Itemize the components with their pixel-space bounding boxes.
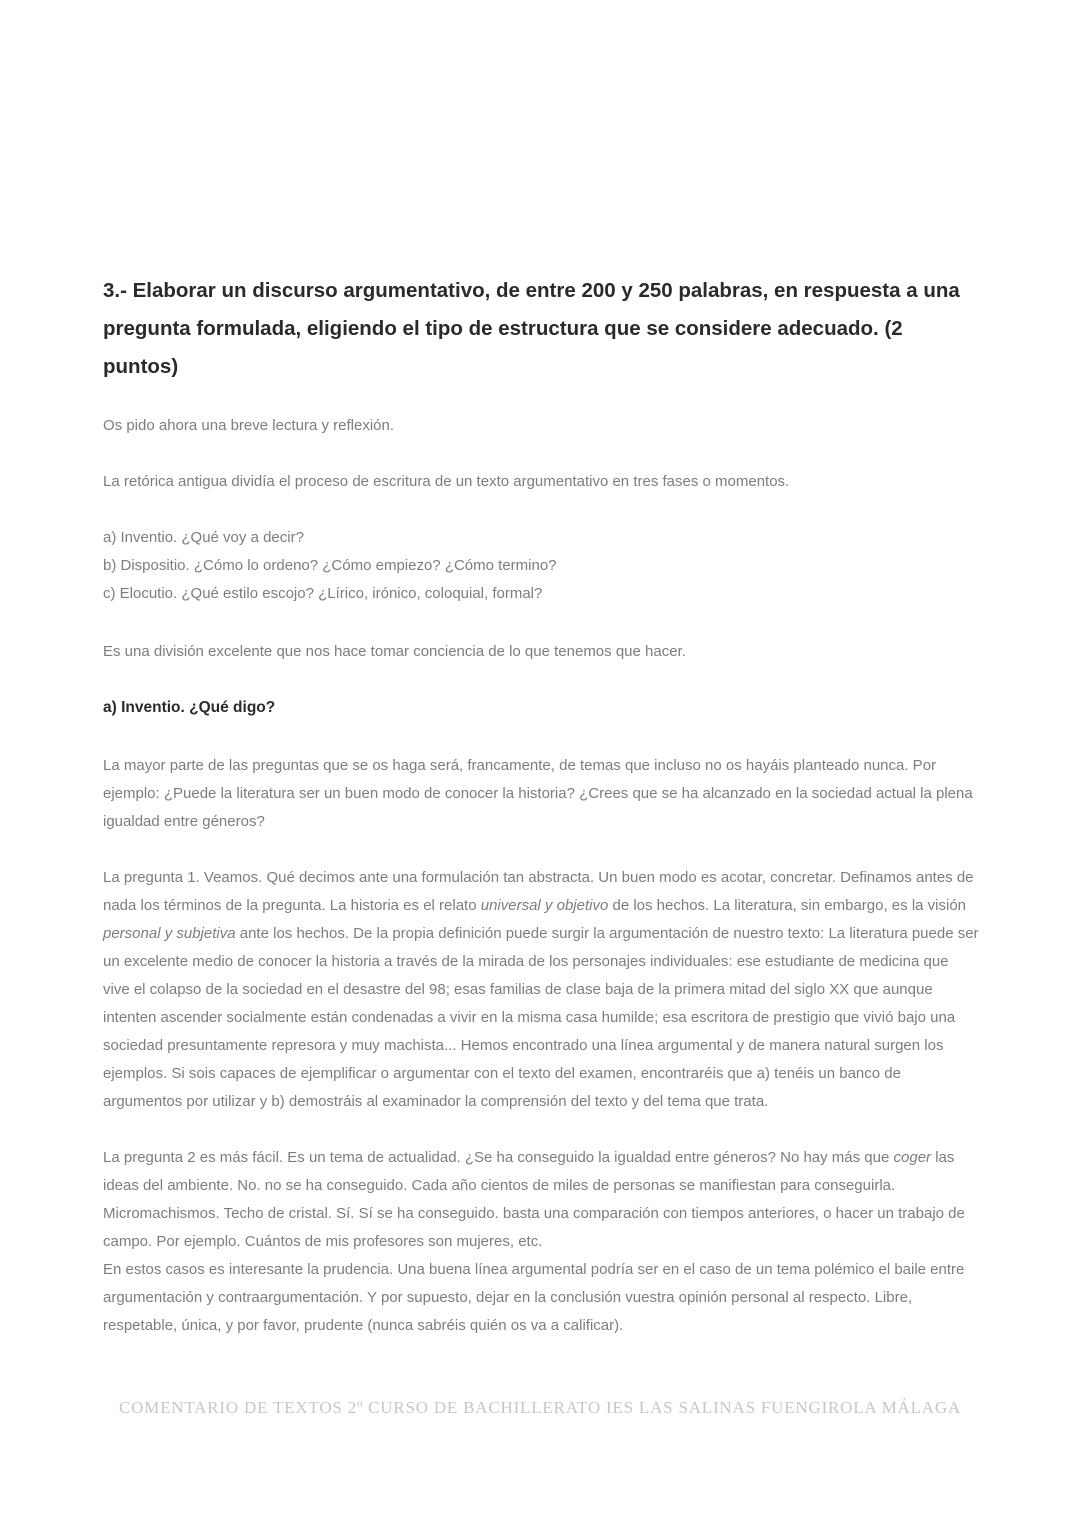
pregunta1-text-2: de los hechos. La literatura, sin embargo, es la visión — [608, 897, 967, 914]
pregunta1-italic-2: personal y subjetiva — [103, 925, 236, 942]
document-content — [103, 272, 979, 1368]
phase-list — [103, 524, 979, 608]
list-item-dispositio: b) Dispositio. ¿Cómo lo ordeno? ¿Cómo empiezo? ¿Cómo termino? — [103, 557, 557, 574]
page-footer: COMENTARIO DE TEXTOS 2º CURSO DE BACHILLERATO IES LAS SALINAS FUENGIROLA MÁLAGA — [118, 1398, 962, 1417]
pregunta2-italic-1: coger — [893, 1149, 932, 1166]
pregunta2-text-2: las ideas del ambiente. No. no se ha conseguido. Cada año cientos de miles de personas se manifiestan para conseguirla. Micromachismos. Techo de cristal. Sí. Sí se ha conseguido. basta una comparación con tiempos anteriores, o hacer un trabajo de campo. Por ejemplo. Cuántos de mis profesores son mujeres, etc. — [103, 1149, 965, 1250]
document-title: 3.- Elaborar un discurso argumentativo, de entre 200 y 250 palabras, en respuesta a una pregunta formulada, eligiendo el tipo de estructura que se considere adecuado. (2 puntos) — [103, 279, 960, 378]
paragraph-mayor-parte: La mayor parte de las preguntas que se os haga será, francamente, de temas que incluso no os hayáis planteado nunca. Por ejemplo: ¿Puede la literatura ser un buen modo de conocer la historia? ¿Crees que se ha alcanzado en la sociedad actual la plena igualdad entre géneros? — [103, 757, 973, 830]
paragraph-pregunta2 — [103, 1144, 979, 1256]
list-item-elocutio: c) Elocutio. ¿Qué estilo escojo? ¿Lírico, irónico, coloquial, formal? — [103, 585, 543, 602]
paragraph-pregunta1 — [103, 864, 979, 1116]
pregunta2-text-1: La pregunta 2 es más fácil. Es un tema de actualidad. ¿Se ha conseguido la igualdad entre géneros? No hay más que — [103, 1149, 894, 1166]
pregunta1-text-3: ante los hechos. De la propia definición puede surgir la argumentación de nuestro texto: La literatura puede ser un excelente medio de conocer la historia a través de la mirada de los personajes individuales: ese estudiante de medicina que vive el colapso de la sociedad en el desastre del 98; esas familias de clase baja de la primera mitad del siglo XX que aunque intenten ascender socialmente están condenadas a vivir en la misma casa humilde; esa escritora de prestigio que vivió bajo una sociedad presuntamente represora y muy machista... Hemos encontrado una línea argumental y de manera natural surgen los ejemplos. Si sois capaces de ejemplificar o argumentar con el texto del examen, encontraréis que a) tenéis un banco de argumentos por utilizar y b) demostráis al examinador la comprensión del texto y del tema que trata. — [103, 925, 979, 1110]
paragraph-prudencia: En estos casos es interesante la prudencia. Una buena línea argumental podría ser en el caso de un tema polémico el baile entre argumentación y contraargumentación. Y por supuesto, dejar en la conclusión vuestra opinión personal al respecto. Libre, respetable, única, y por favor, prudente (nunca sabréis quién os va a calificar). — [103, 1261, 965, 1334]
pregunta1-text-1: La pregunta 1. Veamos. Qué decimos ante una formulación tan abstracta. Un buen modo es acotar, concretar. Definamos antes de nada los términos de la pregunta. La historia es el relato — [103, 869, 974, 914]
section-heading-inventio: a) Inventio. ¿Qué digo? — [103, 699, 276, 716]
paragraph-retorica: La retórica antigua dividía el proceso de escritura de un texto argumentativo en tres fases o momentos. — [103, 473, 790, 490]
pregunta1-italic-1: universal y objetivo — [480, 897, 609, 914]
list-item-inventio: a) Inventio. ¿Qué voy a decir? — [103, 529, 304, 546]
paragraph-intro: Os pido ahora una breve lectura y reflexión. — [103, 417, 394, 434]
paragraph-division: Es una división excelente que nos hace tomar conciencia de lo que tenemos que hacer. — [103, 643, 686, 660]
